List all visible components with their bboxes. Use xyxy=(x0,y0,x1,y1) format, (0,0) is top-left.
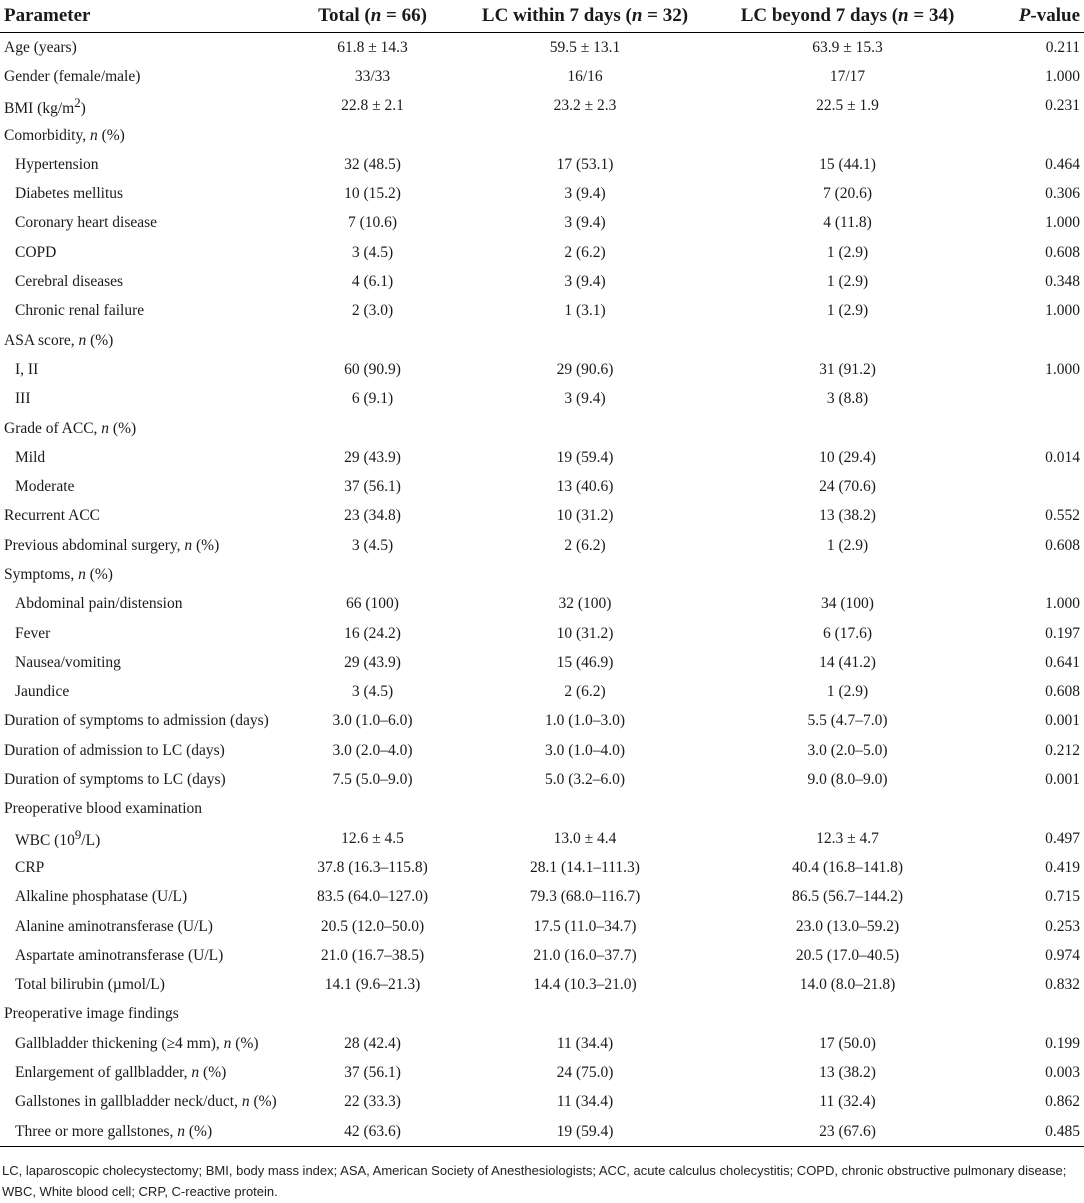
header-lc-beyond-7-days: LC beyond 7 days (n = 34) xyxy=(705,0,990,33)
cell-lc-within-7-days xyxy=(465,326,705,355)
cell-total: 3 (4.5) xyxy=(351,536,394,554)
cell-lc-within-7-days: 79.3 (68.0–116.7) xyxy=(529,888,641,906)
cell-lc-beyond-7-days: 86.5 (56.7–144.2) xyxy=(791,888,904,906)
cell-p-value: 0.608 xyxy=(1045,243,1080,261)
table-row xyxy=(0,62,1084,91)
cell-p-value: 0.974 xyxy=(1045,946,1080,964)
cell-p-value: 0.832 xyxy=(1045,976,1080,994)
cell-lc-beyond-7-days: 7 (20.6) xyxy=(822,185,873,203)
cell-lc-within-7-days: 2 (6.2) xyxy=(564,683,606,701)
cell-lc-within-7-days: 32 (100) xyxy=(558,595,612,613)
cell-p-value: 0.608 xyxy=(1045,536,1080,554)
cell-lc-beyond-7-days: 63.9 ± 15.3 xyxy=(812,38,883,56)
row-label: Comorbidity, n (%) xyxy=(4,126,125,144)
table-row xyxy=(0,1029,1084,1058)
cell-p-value xyxy=(990,414,1084,443)
cell-lc-beyond-7-days: 10 (29.4) xyxy=(819,448,876,466)
table-row xyxy=(0,1058,1084,1087)
header-parameter: Parameter xyxy=(0,0,280,33)
cell-lc-beyond-7-days: 6 (17.6) xyxy=(822,624,873,642)
cell-p-value: 0.485 xyxy=(990,1117,1084,1147)
cell-p-value: 1.000 xyxy=(1045,214,1080,232)
table-row xyxy=(0,355,1084,384)
cell-lc-within-7-days: 2 (6.2) xyxy=(564,243,606,261)
cell-lc-within-7-days: 10 (31.2) xyxy=(556,624,614,642)
cell-lc-beyond-7-days: 3 (8.8) xyxy=(826,390,869,408)
footnote-text: LC, laparoscopic cholecystectomy; BMI, body mass index; ASA, American Society of Anesthesiologists; ACC, acute calculus cholecystitis; COPD, chronic obstructive pulmonary disease; WBC, White blood cell; CRP, C-reactive protein. xyxy=(2,1163,1067,1199)
header-total: Total (n = 66) xyxy=(280,0,465,33)
table-row xyxy=(0,297,1084,326)
cell-lc-within-7-days: 21.0 (16.0–37.7) xyxy=(533,946,637,964)
table-row xyxy=(0,941,1084,970)
cell-p-value: 0.464 xyxy=(1045,155,1080,173)
table-row xyxy=(0,238,1084,267)
cell-lc-beyond-7-days: 1 (2.9) xyxy=(826,273,869,291)
table-row xyxy=(0,502,1084,531)
cell-total: 4 (6.1) xyxy=(351,273,394,291)
cell-lc-within-7-days: 11 (34.4) xyxy=(556,1093,614,1111)
cell-total xyxy=(280,326,465,355)
cell-lc-beyond-7-days: 17 (50.0) xyxy=(819,1034,876,1052)
cell-lc-within-7-days: 5.0 (3.2–6.0) xyxy=(544,771,626,789)
cell-lc-beyond-7-days: 40.4 (16.8–141.8) xyxy=(791,858,904,876)
cell-total: 3.0 (1.0–6.0) xyxy=(332,712,413,730)
cell-lc-beyond-7-days: 15 (44.1) xyxy=(819,155,876,173)
cell-p-value: 0.715 xyxy=(1045,888,1080,906)
cell-p-value: 0.608 xyxy=(1045,683,1080,701)
cell-p-value: 0.641 xyxy=(1045,653,1080,671)
cell-lc-beyond-7-days: 1 (2.9) xyxy=(826,683,869,701)
table-row xyxy=(0,795,1084,824)
cell-lc-beyond-7-days: 9.0 (8.0–9.0) xyxy=(807,771,888,789)
table-row xyxy=(0,179,1084,208)
cell-p-value: 0.306 xyxy=(1045,185,1080,203)
cell-total: 12.6 ± 4.5 xyxy=(341,829,404,847)
cell-lc-within-7-days: 24 (75.0) xyxy=(556,1064,614,1082)
cell-lc-within-7-days: 17.5 (11.0–34.7) xyxy=(533,917,637,935)
row-label: Recurrent ACC xyxy=(4,507,100,525)
cell-lc-within-7-days: 28.1 (14.1–111.3) xyxy=(530,858,640,876)
row-label: Coronary heart disease xyxy=(15,214,158,232)
cell-total: 66 (100) xyxy=(346,595,399,613)
cell-p-value xyxy=(990,1000,1084,1029)
cell-lc-beyond-7-days: 4 (11.8) xyxy=(823,214,872,232)
cell-lc-within-7-days xyxy=(465,560,705,589)
cell-lc-beyond-7-days xyxy=(705,414,990,443)
cell-total: 32 (48.5) xyxy=(344,155,401,173)
cell-lc-beyond-7-days: 23 (67.6) xyxy=(705,1117,990,1147)
cell-lc-within-7-days: 19 (59.4) xyxy=(465,1117,705,1147)
cell-total: 42 (63.6) xyxy=(280,1117,465,1147)
row-label: ASA score, n (%) xyxy=(4,331,114,349)
cell-lc-beyond-7-days: 34 (100) xyxy=(821,595,874,613)
cell-p-value xyxy=(990,472,1084,501)
cell-lc-beyond-7-days: 24 (70.6) xyxy=(819,478,876,496)
cell-lc-beyond-7-days: 22.5 ± 1.9 xyxy=(816,97,879,115)
cell-lc-beyond-7-days xyxy=(705,795,990,824)
cell-lc-beyond-7-days: 1 (2.9) xyxy=(826,243,869,261)
cell-lc-beyond-7-days xyxy=(705,121,990,150)
table-row xyxy=(0,736,1084,765)
cell-total: 29 (43.9) xyxy=(344,653,401,671)
cell-lc-within-7-days: 3 (9.4) xyxy=(564,185,606,203)
row-label: Symptoms, n (%) xyxy=(4,565,113,583)
cell-lc-within-7-days: 2 (6.2) xyxy=(564,536,606,554)
row-label: Chronic renal failure xyxy=(15,302,145,320)
table-row xyxy=(0,531,1084,560)
cell-lc-beyond-7-days xyxy=(705,1000,990,1029)
row-label: Hypertension xyxy=(15,155,99,173)
cell-total: 37 (56.1) xyxy=(344,478,401,496)
table-row xyxy=(0,619,1084,648)
cell-lc-beyond-7-days: 17/17 xyxy=(829,67,866,85)
cell-total xyxy=(280,1000,465,1029)
cell-lc-within-7-days: 14.4 (10.3–21.0) xyxy=(533,976,637,994)
header-lc-within-7-days: LC within 7 days (n = 32) xyxy=(465,0,705,33)
cell-lc-beyond-7-days: 11 (32.4) xyxy=(819,1093,876,1111)
row-label: Alkaline phosphatase (U/L) xyxy=(15,888,188,906)
cell-lc-within-7-days: 19 (59.4) xyxy=(556,448,614,466)
cell-lc-within-7-days: 1.0 (1.0–3.0) xyxy=(544,712,626,730)
cell-p-value: 0.199 xyxy=(1045,1034,1080,1052)
table-row xyxy=(0,590,1084,619)
cell-lc-within-7-days: 15 (46.9) xyxy=(556,653,614,671)
cell-lc-within-7-days: 29 (90.6) xyxy=(556,360,614,378)
cell-lc-within-7-days: 16/16 xyxy=(567,67,603,85)
table-row xyxy=(0,765,1084,794)
table-row xyxy=(0,648,1084,677)
table-row xyxy=(0,707,1084,736)
cell-lc-beyond-7-days: 13 (38.2) xyxy=(819,1064,876,1082)
row-label: Gallbladder thickening (≥4 mm), n (%) xyxy=(15,1034,259,1052)
cell-lc-beyond-7-days: 23.0 (13.0–59.2) xyxy=(795,917,900,935)
cell-lc-beyond-7-days: 14.0 (8.0–21.8) xyxy=(799,976,896,994)
table-row xyxy=(0,472,1084,501)
row-label: III xyxy=(15,390,31,408)
cell-p-value: 0.003 xyxy=(1045,1064,1080,1082)
cell-lc-within-7-days: 13.0 ± 4.4 xyxy=(553,829,617,847)
cell-total: 14.1 (9.6–21.3) xyxy=(324,976,421,994)
table-row xyxy=(0,385,1084,414)
cell-total: 22 (33.3) xyxy=(344,1093,401,1111)
table-row xyxy=(0,443,1084,472)
cell-lc-within-7-days: 3 (9.4) xyxy=(564,214,606,232)
cell-p-value xyxy=(990,385,1084,414)
cell-total: 10 (15.2) xyxy=(344,185,401,203)
table-row xyxy=(0,678,1084,707)
cell-lc-beyond-7-days xyxy=(705,560,990,589)
table-row xyxy=(0,1117,1084,1147)
row-label: Grade of ACC, n (%) xyxy=(4,419,137,437)
cell-total: 60 (90.9) xyxy=(344,360,401,378)
row-label: Three or more gallstones, n (%) xyxy=(0,1117,280,1147)
cell-lc-beyond-7-days: 1 (2.9) xyxy=(826,536,869,554)
cell-lc-within-7-days xyxy=(465,414,705,443)
table-row xyxy=(0,853,1084,882)
cell-total: 37 (56.1) xyxy=(344,1064,401,1082)
cell-total: 3 (4.5) xyxy=(351,683,394,701)
table-row xyxy=(0,971,1084,1000)
cell-lc-beyond-7-days: 5.5 (4.7–7.0) xyxy=(807,712,888,730)
row-label: BMI $(kg/m^2)$ xyxy=(4,94,86,117)
row-label: Total bilirubin (µmol/L) xyxy=(15,976,165,994)
cell-total: 28 (42.4) xyxy=(344,1034,401,1052)
cell-lc-within-7-days: 13 (40.6) xyxy=(556,478,614,496)
row-label: Aspartate aminotransferase (U/L) xyxy=(15,946,224,964)
cell-lc-within-7-days: 3.0 (1.0–4.0) xyxy=(544,741,626,759)
cell-p-value: 1.000 xyxy=(1045,67,1080,85)
row-label: Mild xyxy=(15,448,46,466)
row-label: Fever xyxy=(15,624,51,642)
cell-p-value: 0.001 xyxy=(1045,712,1080,730)
table-body xyxy=(0,33,1084,1147)
cell-p-value: 0.014 xyxy=(1045,448,1080,466)
cell-total: 37.8 (16.3–115.8) xyxy=(317,858,428,876)
cell-lc-within-7-days xyxy=(465,795,705,824)
cell-p-value: 0.862 xyxy=(1045,1093,1080,1111)
cell-p-value: 1.000 xyxy=(1045,302,1080,320)
table-footnote xyxy=(0,1160,1084,1202)
cell-lc-beyond-7-days: 3.0 (2.0–5.0) xyxy=(807,741,888,759)
cell-p-value: 0.001 xyxy=(1045,771,1080,789)
cell-lc-within-7-days xyxy=(465,1000,705,1029)
cell-lc-within-7-days: 11 (34.4) xyxy=(556,1034,614,1052)
row-label: Alanine aminotransferase (U/L) xyxy=(15,917,213,935)
cell-total: 3 (4.5) xyxy=(351,243,394,261)
cell-p-value: 0.197 xyxy=(1045,624,1080,642)
row-label: Previous abdominal surgery, n (%) xyxy=(4,536,220,554)
cell-total: 33/33 xyxy=(354,67,391,85)
cell-total: 2 (3.0) xyxy=(351,302,394,320)
cell-p-value xyxy=(990,795,1084,824)
cell-total: 29 (43.9) xyxy=(344,448,401,466)
table-row xyxy=(0,414,1084,443)
cell-total: 21.0 (16.7–38.5) xyxy=(320,946,425,964)
table-header-row xyxy=(0,0,1084,33)
cell-p-value xyxy=(990,326,1084,355)
row-label: Duration of admission to LC (days) xyxy=(4,741,225,759)
cell-lc-beyond-7-days: 20.5 (17.0–40.5) xyxy=(795,946,900,964)
row-label: Cerebral diseases xyxy=(15,273,124,291)
cell-lc-beyond-7-days: 14 (41.2) xyxy=(819,653,876,671)
cell-total: 61.8 ± 14.3 xyxy=(337,38,408,56)
table-row xyxy=(0,912,1084,941)
cell-p-value: 0.419 xyxy=(1045,858,1080,876)
table-row xyxy=(0,824,1084,853)
row-label: WBC $(10^9/L)$ xyxy=(15,827,101,850)
cell-lc-within-7-days: 10 (31.2) xyxy=(556,507,614,525)
table-row xyxy=(0,121,1084,150)
table-row xyxy=(0,1000,1084,1029)
cell-p-value xyxy=(990,121,1084,150)
cell-total: 6 (9.1) xyxy=(351,390,394,408)
table-row xyxy=(0,326,1084,355)
cell-lc-within-7-days: 59.5 ± 13.1 xyxy=(549,38,621,56)
table-row xyxy=(0,150,1084,179)
row-label: Gallstones in gallbladder neck/duct, n (%) xyxy=(15,1093,277,1111)
table-row xyxy=(0,883,1084,912)
cell-lc-beyond-7-days: 31 (91.2) xyxy=(819,360,876,378)
cell-total: 20.5 (12.0–50.0) xyxy=(320,917,425,935)
cell-total xyxy=(280,795,465,824)
row-label: Enlargement of gallbladder, n (%) xyxy=(15,1064,227,1082)
cell-p-value: 0.497 xyxy=(1045,829,1080,847)
cell-total: 3.0 (2.0–4.0) xyxy=(332,741,413,759)
table-row xyxy=(0,209,1084,238)
cell-total: 83.5 (64.0–127.0) xyxy=(316,888,429,906)
row-label: Gender (female/male) xyxy=(4,67,141,85)
row-label: Duration of symptoms to admission (days) xyxy=(4,712,269,730)
cell-total xyxy=(280,414,465,443)
cell-p-value xyxy=(990,560,1084,589)
table-row xyxy=(0,33,1084,63)
cell-total xyxy=(280,121,465,150)
cell-lc-within-7-days: 3 (9.4) xyxy=(564,273,606,291)
row-label: Duration of symptoms to LC (days) xyxy=(4,771,226,789)
cell-total: 16 (24.2) xyxy=(344,624,401,642)
row-label: Nausea/vomiting xyxy=(15,653,121,671)
cell-p-value: 0.253 xyxy=(1045,917,1080,935)
cell-total: 22.8 ± 2.1 xyxy=(341,97,404,115)
cell-p-value: 0.552 xyxy=(1045,507,1080,525)
row-label: Age (years) xyxy=(4,38,77,56)
cell-p-value: 0.212 xyxy=(1045,741,1080,759)
row-label: Preoperative image findings xyxy=(4,1005,179,1023)
cell-lc-beyond-7-days: 13 (38.2) xyxy=(819,507,876,525)
table-row xyxy=(0,560,1084,589)
row-label: Moderate xyxy=(15,478,75,496)
row-label: COPD xyxy=(15,243,57,261)
cell-p-value: 0.348 xyxy=(1045,273,1080,291)
cell-lc-within-7-days: 17 (53.1) xyxy=(556,155,614,173)
cell-lc-within-7-days: 1 (3.1) xyxy=(564,302,606,320)
table-row xyxy=(0,92,1084,121)
row-label: Abdominal pain/distension xyxy=(15,595,183,613)
table-row xyxy=(0,267,1084,296)
header-p-value: P-value xyxy=(990,0,1084,33)
cell-lc-beyond-7-days: 1 (2.9) xyxy=(826,302,869,320)
cell-lc-within-7-days: 23.2 ± 2.3 xyxy=(553,97,617,115)
row-label: Jaundice xyxy=(15,683,70,701)
row-label: CRP xyxy=(15,858,45,876)
cell-p-value: 1.000 xyxy=(1045,595,1080,613)
cell-lc-within-7-days xyxy=(465,121,705,150)
row-label: Preoperative blood examination xyxy=(4,800,202,818)
cell-p-value: 0.231 xyxy=(1045,97,1080,115)
cell-lc-beyond-7-days xyxy=(705,326,990,355)
cell-total: 7.5 (5.0–9.0) xyxy=(332,771,413,789)
row-label: I, II xyxy=(15,360,39,378)
cell-total: 7 (10.6) xyxy=(347,214,398,232)
cell-p-value: 1.000 xyxy=(1045,360,1080,378)
cell-total: 23 (34.8) xyxy=(344,507,401,525)
row-label: Diabetes mellitus xyxy=(15,185,124,203)
cell-lc-within-7-days: 3 (9.4) xyxy=(564,390,606,408)
cell-total xyxy=(280,560,465,589)
cell-lc-beyond-7-days: 12.3 ± 4.7 xyxy=(816,829,879,847)
table-row xyxy=(0,1088,1084,1117)
cell-p-value: 0.211 xyxy=(1045,38,1080,56)
